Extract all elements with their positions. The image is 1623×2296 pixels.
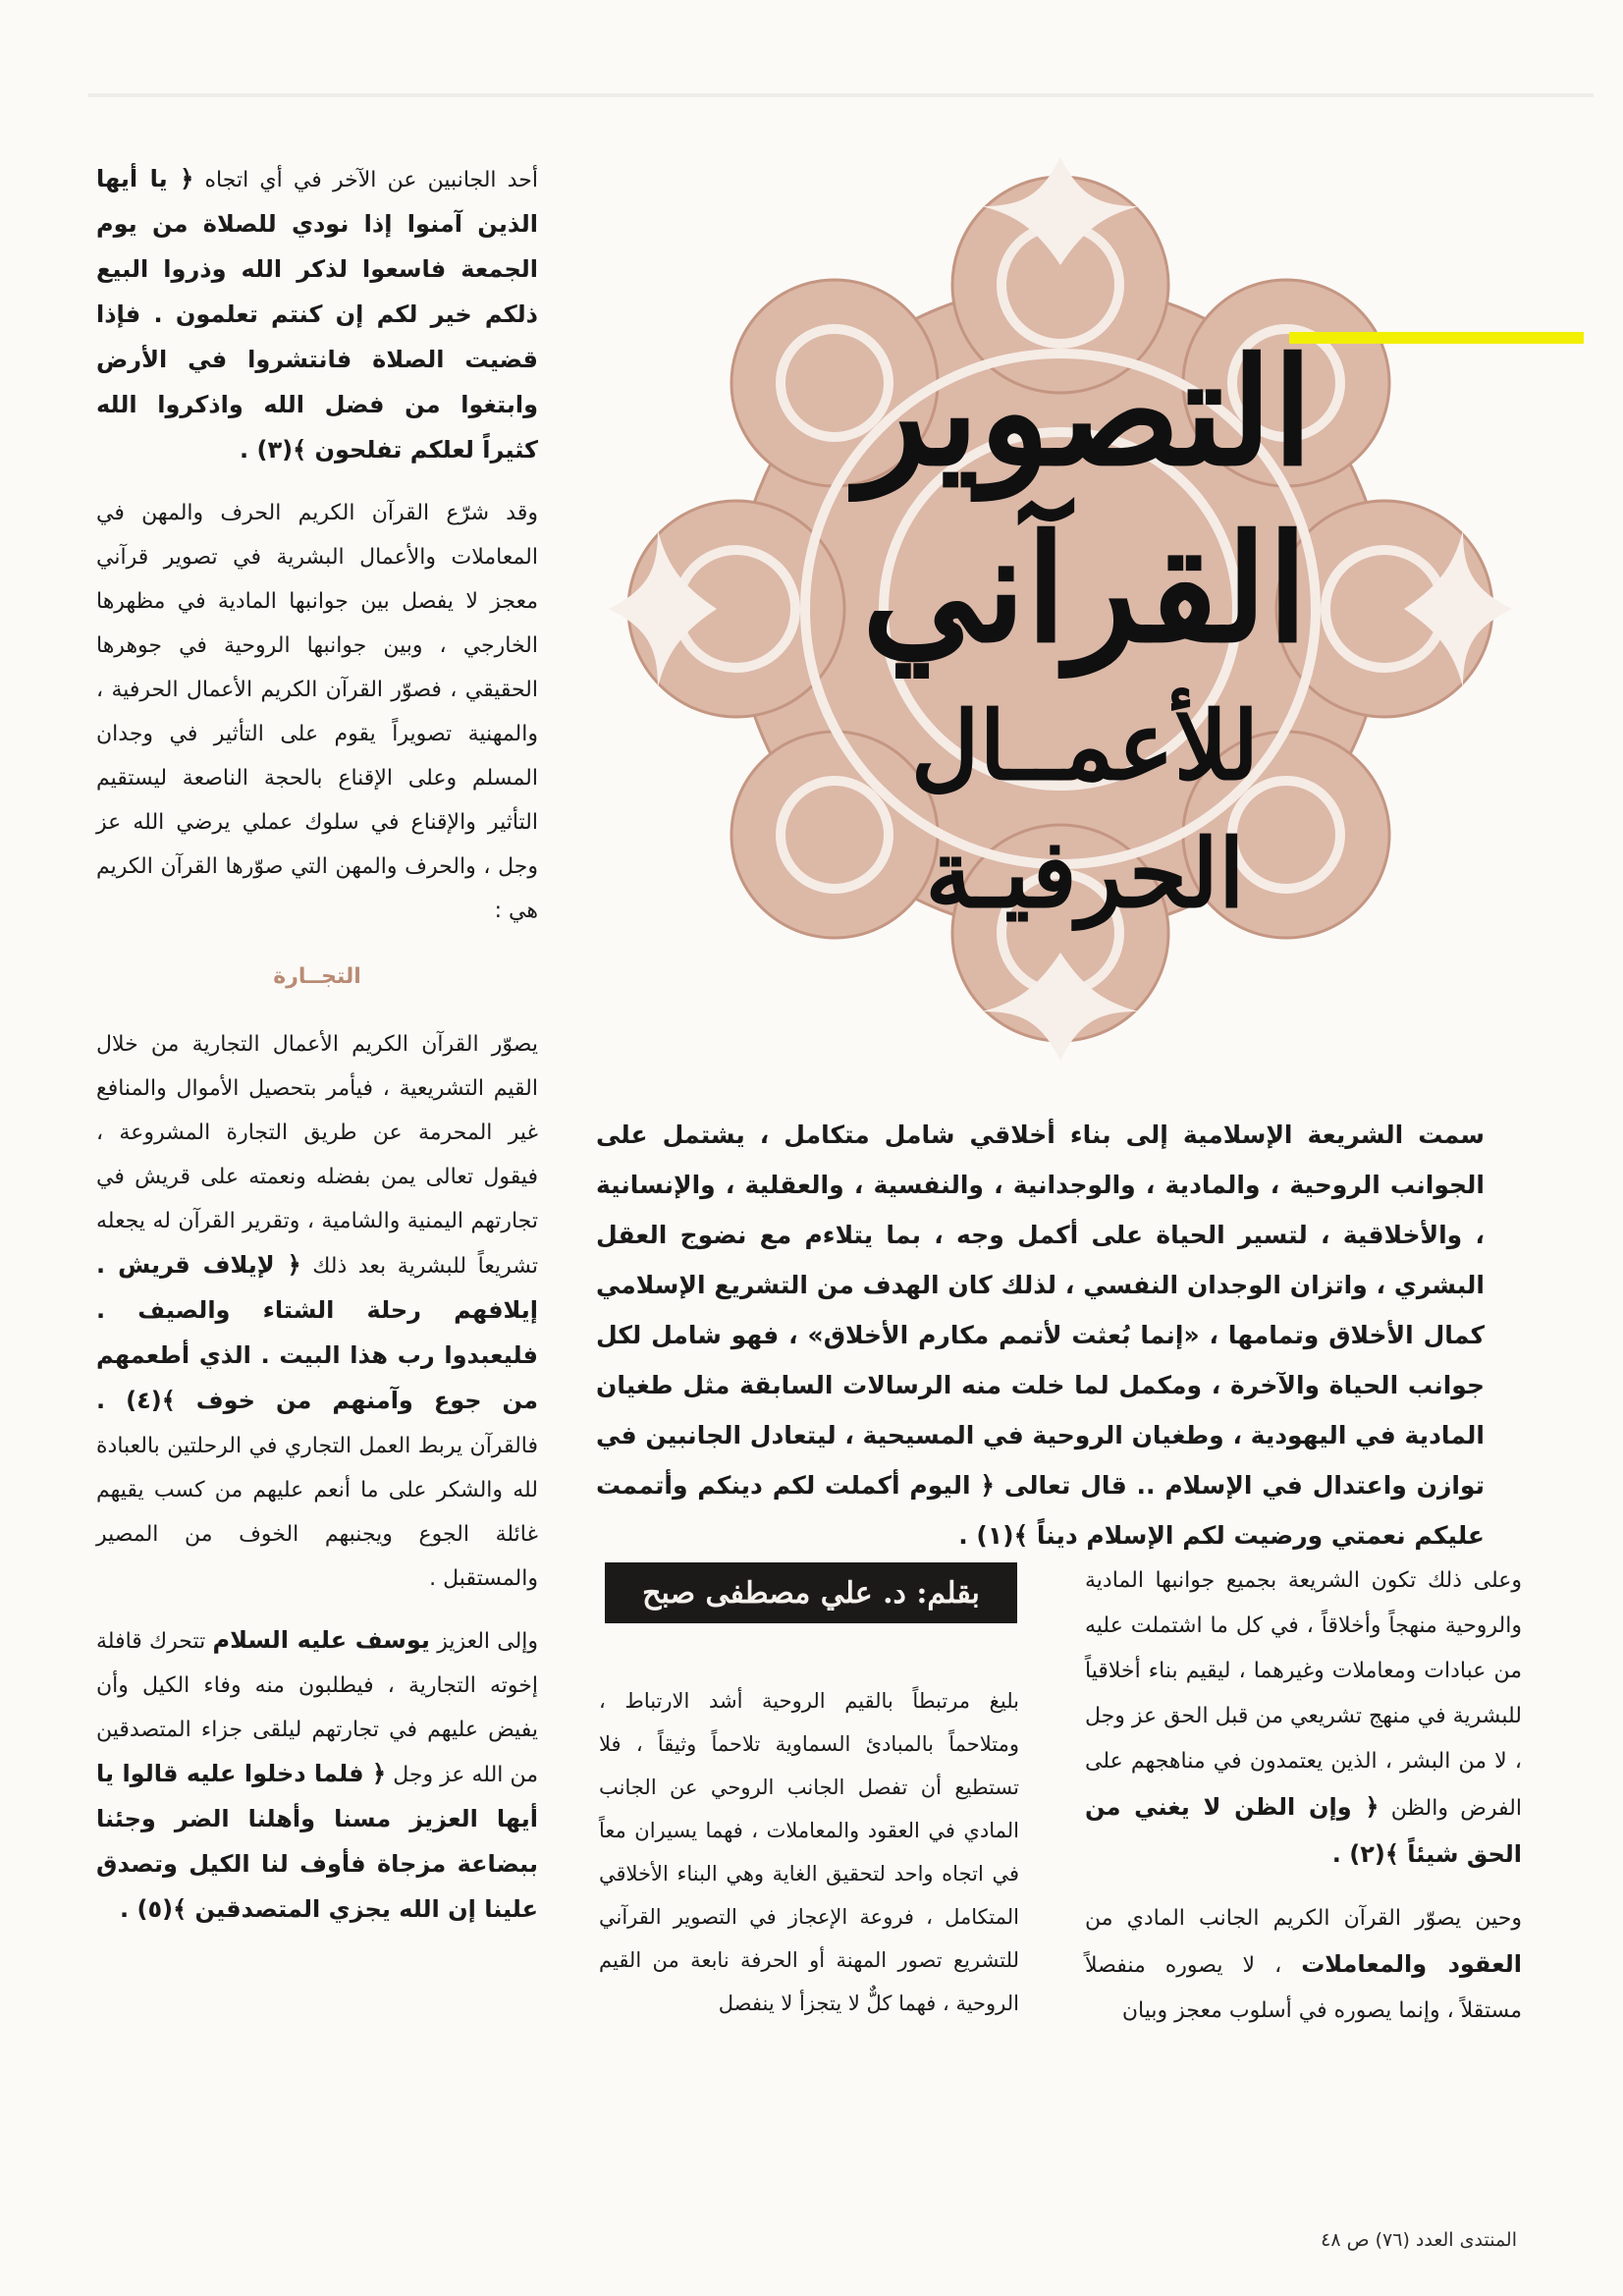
top-rule [88,93,1594,97]
middle-column: بليغ مرتبطاً بالقيم الروحية أشد الارتباط ، ومتلاحماً بالمبادئ السماوية تلاحماً وثيقاً ، فلا تستطيع أن تفصل الجانب الروحي عن الجانب المادي في العقود والمعاملات ، فهما يسيران معاً في اتجاه واحد لتحقيق الغاية وهي البناء الأخلاقي المتكامل ، فروعة الإعجاز في التصوير القرآني للتشريع تصور المهنة أو الحرفة نابعة من القيم الروحية ، فهما كلٌّ لا يتجزأ لا ينفصل [599,1689,1019,2015]
title-line-3: للأعمــال [910,690,1260,801]
left-paragraph-2: وقد شرّع القرآن الكريم الحرف والمهن في المعاملات والأعمال البشرية في تصوير قرآني معجز لا يفصل بين جوانبها المادية في مظهرها الخارجي ، وبين جوانبها الروحية في جوهرها الحقيقي ، فصوّر القرآن الكريم الأعمال الحرفية ، والمهنية تصويراً يقوم على التأثير في وجدان المسلم وعلى الإقناع بالحجة الناصعة ليستقيم التأثير والإقناع في سلوك عملي يرضي الله عز وجل ، والحرف والمهن التي صوّرها القرآن الكريم هي : [96,501,538,923]
right-paragraph-1: وعلى ذلك تكون الشريعة بجميع جوانبها المادية والروحية منهجاً وأخلاقاً ، في كل ما اشتملت عليه من عبادات ومعاملات وغيرهما ، ليقيم بناء أخلاقياً للبشرية في منهج تشريعي من قبل الحق عز وجل ، لا من البشر ، الذين يعتمدون في مناهجهم على الفرض والظن ﴿ وإن الظن لا يغني من الحق شيئاً ﴾(٢) . [1085,1568,1522,1868]
title-line-4: الحرفيـة [925,818,1245,929]
left-paragraph-4: وإلى العزيز يوسف عليه السلام تتحرك قافلة إخوته التجارية ، فيطلبون منه وفاء الكيل وأن يفيض عليهم في تجارتهم ليلقى جزاء المتصدقين من الله عز وجل ﴿ فلما دخلوا عليه قالوا يا أيها العزيز مسنا وأهلنا الضر وجئنا ببضاعة مزجاة فأوف لنا الكيل وتصدق علينا إن الله يجزي المتصدقين ﴾(٥) . [96,1626,539,1923]
author-byline: بقلم: د. علي مصطفى صبح [605,1562,1017,1623]
section-heading: التجــارة [273,964,361,989]
title-line-1: التصوير [856,326,1314,499]
right-paragraph-2: وحين يصوّر القرآن الكريم الجانب المادي من العقود والمعاملات ، لا يصوره منفصلاً مستقلاً ، وإنما يصوره في أسلوب معجز وبيان [1085,1906,1522,2023]
quran-verse: ﴿ فلما دخلوا عليه قالوا يا أيها العزيز مسنا وأهلنا الضر وجئنا ببضاعة مزجاة فأوف لنا الكيل وتصدق علينا إن الله يجزي المتصدقين ﴾(٥) . [96,1760,538,1923]
quran-verse: ﴿ وإن الظن لا يغني من الحق شيئاً ﴾(٢) . [1085,1793,1522,1868]
left-paragraph-1: أحد الجانبين عن الآخر في أي اتجاه ﴿ يا أيها الذين آمنوا إذا نودي للصلاة من يوم الجمعة فاسعوا لذكر الله وذروا البيع ذلكم خير لكم إن كنتم تعلمون . فإذا قضيت الصلاة فانتشروا في الأرض وابتغوا من فضل الله واذكروا الله كثيراً لعلكم تفلحون ﴾(٣) . [96,165,539,464]
page-footer: المنتدى العدد (٧٦) ص ٤٨ [1321,2229,1517,2251]
quran-verse: ﴿ يا أيها الذين آمنوا إذا نودي للصلاة من يوم الجمعة فاسعوا لذكر الله وذروا البيع ذلكم خير لكم إن كنتم تعلمون . فإذا قضيت الصلاة فانتشروا في الأرض وابتغوا من فضل الله واذكروا الله كثيراً لعلكم تفلحون ﴾(٣) . [96,165,538,464]
intro-paragraph: سمت الشريعة الإسلامية إلى بناء أخلاقي شامل متكامل ، يشتمل على الجوانب الروحية ، والمادية ، والوجدانية ، والنفسية ، والعقلية ، والإنسانية ، والأخلاقية ، لتسير الحياة على أكمل وجه ، بما يتلاءم مع نضوج العقل البشري ، واتزان الوجدان النفسي ، لذلك كان الهدف من التشريع الإسلامي كمال الأخلاق وتمامها ، «إنما بُعثت لأتمم مكارم الأخلاق» ، فهو شامل لكل جوانب الحياة والآخرة ، ومكمل لما خلت منه الرسالات السابقة مثل طغيان المادية في اليهودية ، وطغيان الروحية في المسيحية ، ليتعادل الجانبين في توازن واعتدال في الإسلام .. قال تعالى ﴿ اليوم أكملت لكم دينكم وأتممت عليكم نعمتي ورضيت لكم الإسلام ديناً ﴾(١) . [596,1121,1485,1550]
left-column [96,157,538,1950]
article-title [746,324,1424,933]
left-paragraph-3: يصوّر القرآن الكريم الأعمال التجارية من خلال القيم التشريعية ، فيأمر بتحصيل الأموال والمنافع غير المحرمة عن طريق التجارة المشروعة ، فيقول تعالى يمن بفضله ونعمته على قريش في تجارتهم اليمنية والشامية ، وتقرير القرآن له يجعله تشريعاً للبشرية بعد ذلك ﴿ لإيلاف قريش . إيلافهم رحلة الشتاء والصيف . فليعبدوا رب هذا البيت . الذي أطعمهم من جوع وآمنهم من خوف ﴾(٤) . فالقرآن يربط العمل التجاري في الرحلتين بالعبادة لله والشكر على ما أنعم عليهم من كسب يقيهم غائلة الجوع ويجنبهم الخوف من المصير والمستقبل . [96,1032,539,1591]
title-line-2: القرآني [861,503,1309,676]
quran-verse: ﴿ لإيلاف قريش . إيلافهم رحلة الشتاء والصيف . فليعبدوا رب هذا البيت . الذي أطعمهم من جوع وآمنهم من خوف ﴾(٤) . [96,1251,538,1414]
right-column [1085,1558,1522,2051]
